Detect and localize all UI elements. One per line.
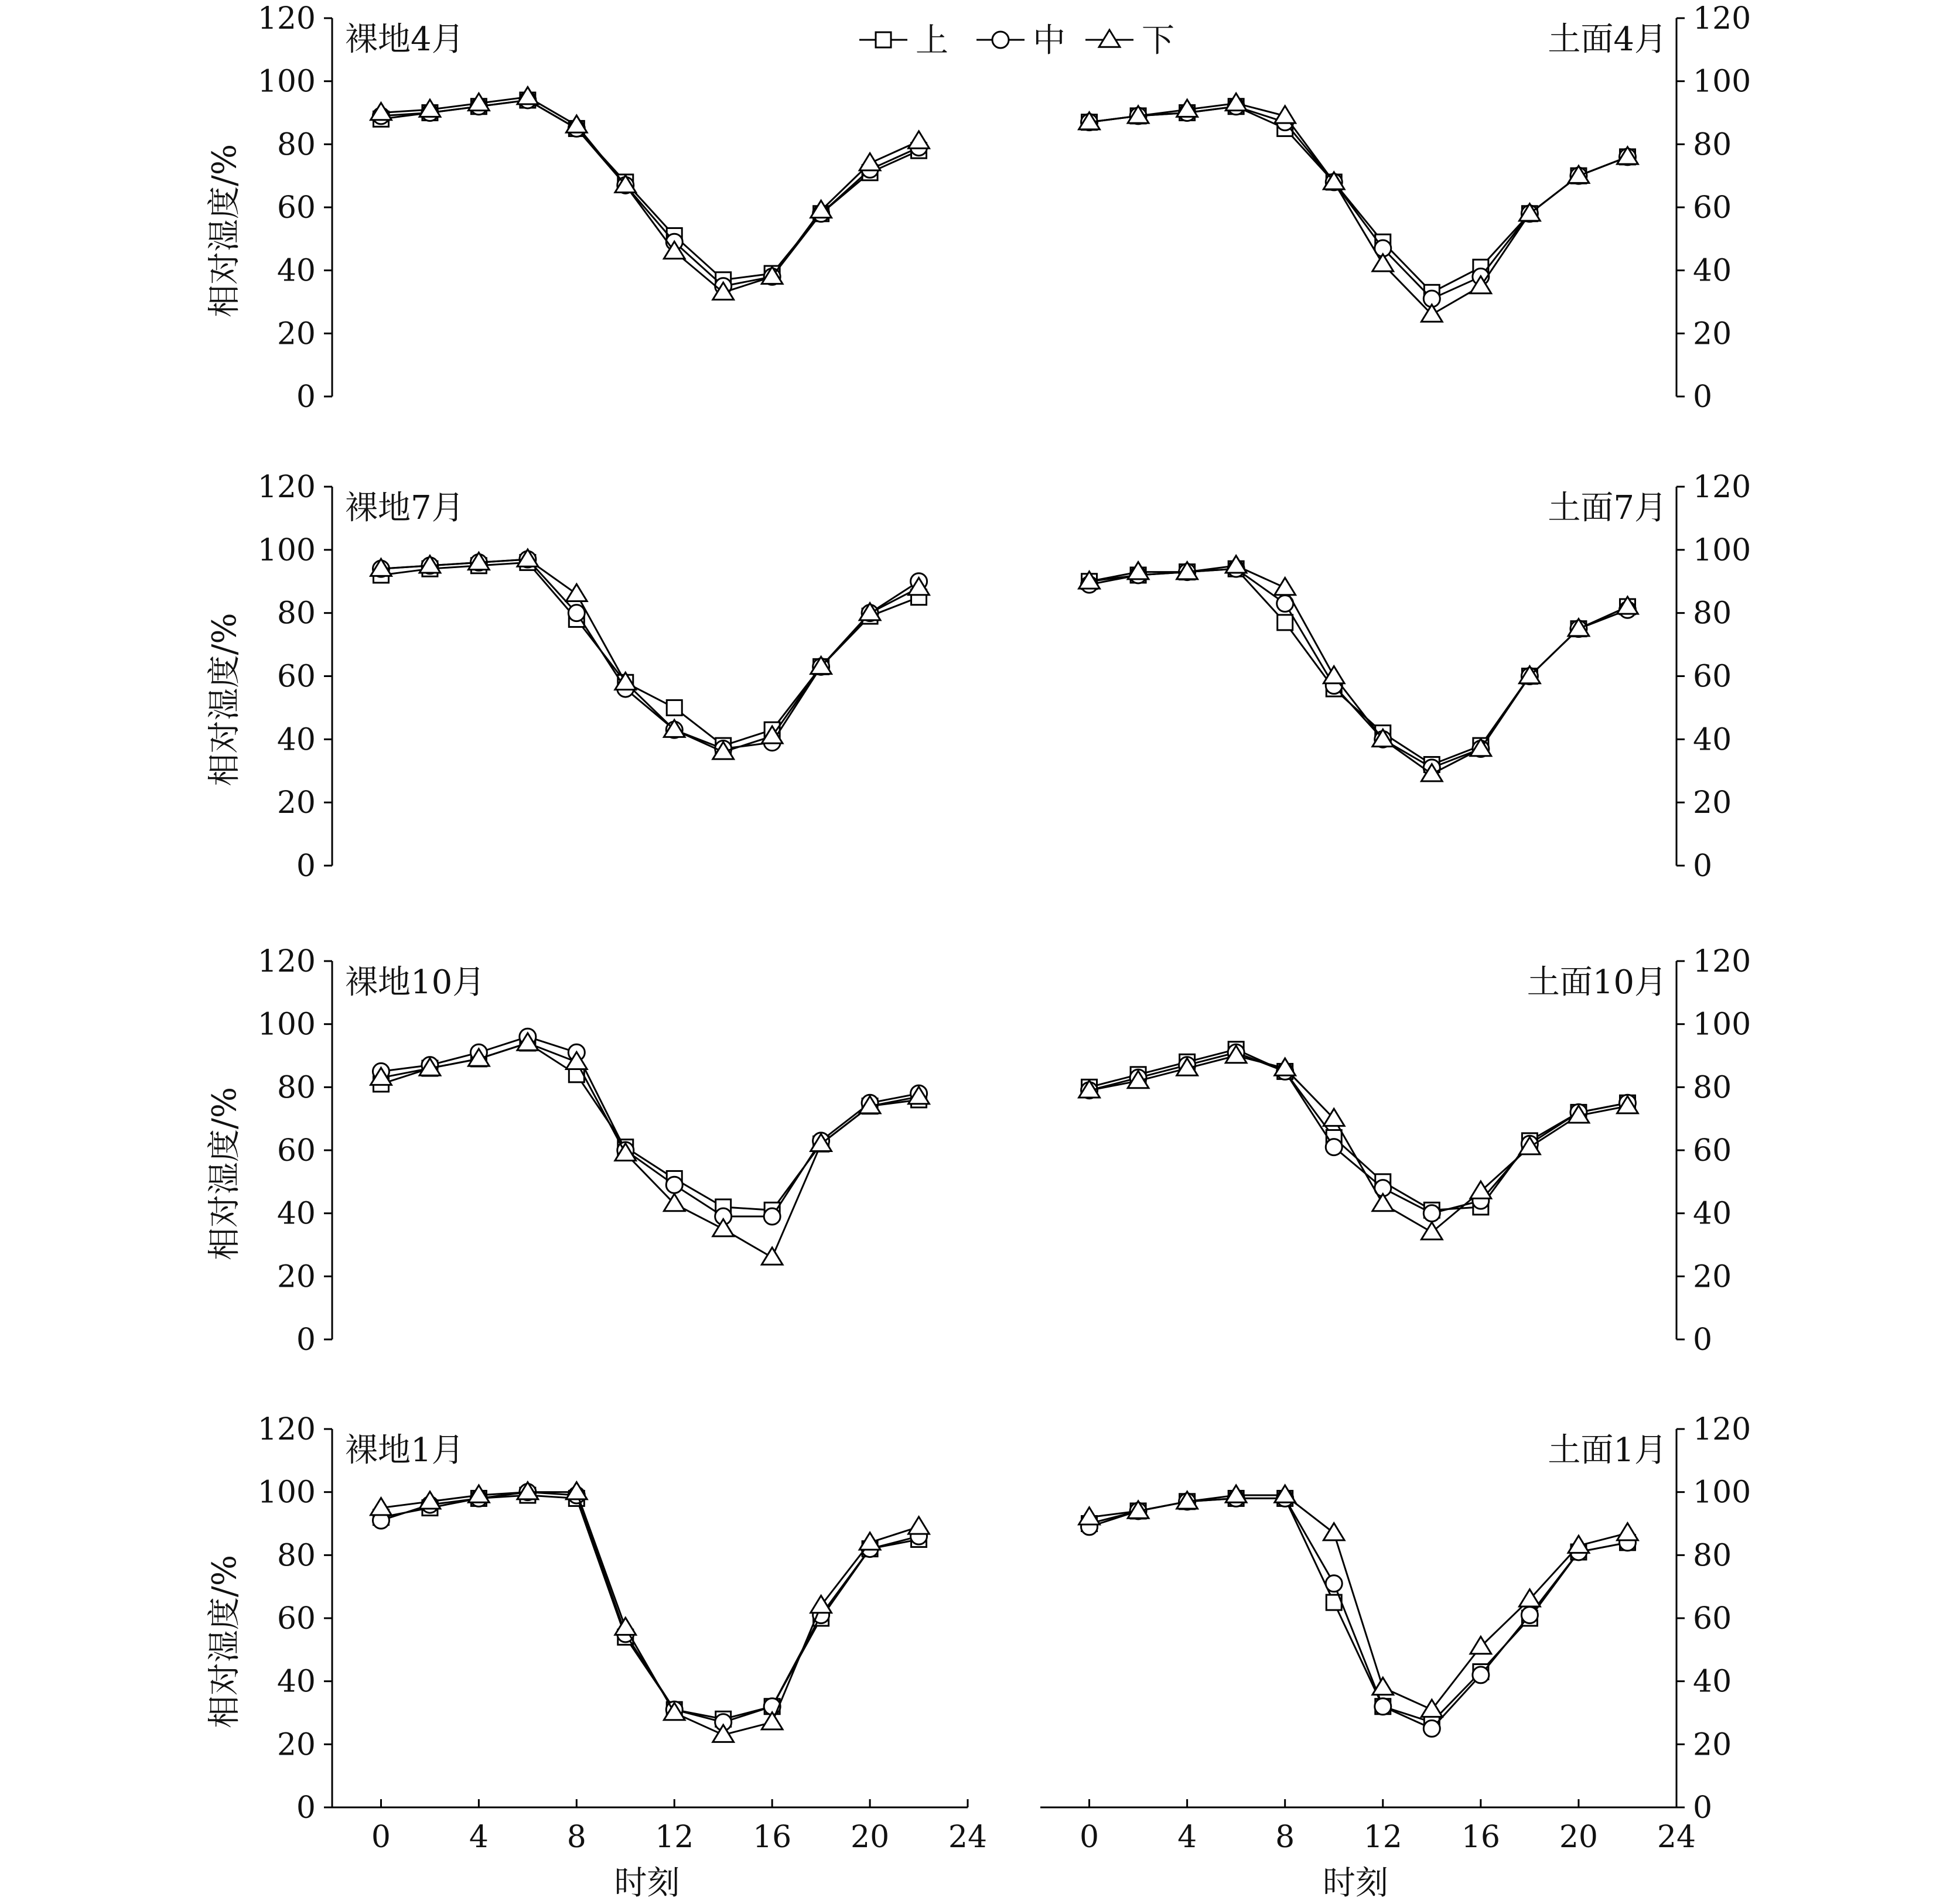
y-tick-label: 20: [276, 785, 316, 821]
y-tick-label: 40: [276, 1196, 316, 1232]
x-tick-label: 12: [1363, 1820, 1402, 1855]
y-tick-label: 120: [257, 1412, 316, 1447]
y-tick-label: 40: [1693, 722, 1732, 758]
y-tick-label: 80: [276, 127, 316, 163]
series-line: [381, 1037, 918, 1216]
marker-triangle: [615, 1618, 636, 1635]
legend-item-3: [1085, 22, 1174, 60]
y-tick-label: 100: [1693, 1475, 1751, 1510]
panel-title: 土面4月: [1548, 20, 1667, 59]
series-3: [1079, 1485, 1638, 1717]
y-tick-label: 120: [1693, 944, 1751, 979]
x-tick-label: 24: [948, 1820, 988, 1855]
y-tick-label: 40: [276, 253, 316, 289]
marker-triangle: [762, 1247, 783, 1264]
marker-triangle: [1323, 1523, 1344, 1540]
series-line: [1090, 1498, 1628, 1728]
marker-circle: [1375, 1698, 1391, 1715]
y-tick-label: 0: [1693, 380, 1713, 415]
series-1: [373, 1488, 926, 1727]
y-tick-label: 80: [276, 1070, 316, 1106]
marker-triangle: [1099, 30, 1120, 47]
x-tick-label: 16: [1461, 1820, 1500, 1855]
marker-triangle: [1421, 1700, 1442, 1717]
marker-circle: [1423, 1205, 1440, 1222]
marker-circle: [666, 1177, 682, 1193]
series-3: [371, 1033, 930, 1264]
y-tick-label: 40: [276, 722, 316, 758]
y-tick-label: 60: [276, 1601, 316, 1636]
y-tick-label: 100: [1693, 64, 1751, 100]
y-tick-label: 100: [257, 1475, 316, 1510]
series-1: [1082, 561, 1635, 772]
y-tick-label: 60: [1693, 1133, 1732, 1168]
y-tick-label: 60: [1693, 659, 1732, 695]
panels: [206, 1, 1751, 1902]
y-tick-label: 100: [1693, 532, 1751, 568]
y-tick-label: 0: [296, 1322, 316, 1358]
marker-circle: [1326, 1575, 1342, 1592]
marker-square: [876, 32, 891, 47]
marker-square: [1278, 615, 1293, 630]
y-tick-label: 80: [1693, 596, 1732, 631]
x-tick-label: 24: [1657, 1820, 1696, 1855]
marker-circle: [568, 605, 585, 621]
marker-triangle: [1372, 1194, 1394, 1211]
x-tick-label: 4: [1177, 1820, 1197, 1855]
series-2: [373, 92, 927, 295]
marker-circle: [1423, 1720, 1440, 1736]
x-axis-title: 时刻: [614, 1864, 680, 1902]
series-line: [1090, 569, 1628, 768]
legend-item-2: [976, 22, 1066, 60]
legend-label: 下: [1142, 22, 1174, 60]
y-tick-label: 0: [296, 380, 316, 415]
series-line: [1090, 1052, 1628, 1213]
y-tick-label: 120: [257, 470, 316, 505]
y-tick-label: 100: [257, 532, 316, 568]
series-line: [381, 1043, 918, 1257]
series-line: [1090, 1495, 1628, 1710]
series-line: [381, 1492, 918, 1722]
y-tick-label: 20: [1693, 1727, 1732, 1763]
panel-title: 裸地1月: [345, 1431, 465, 1469]
series-line: [1090, 569, 1628, 764]
y-tick-label: 0: [296, 849, 316, 884]
series-line: [1090, 566, 1628, 774]
y-axis-title: 相对湿度/%: [206, 613, 244, 787]
marker-triangle: [566, 584, 587, 601]
y-tick-label: 120: [1693, 1412, 1751, 1447]
series-line: [381, 97, 918, 293]
series-1: [373, 555, 926, 753]
marker-triangle: [1275, 578, 1296, 595]
series-2: [373, 551, 927, 757]
panel-7: [206, 1412, 987, 1902]
series-line: [381, 562, 918, 746]
y-tick-label: 120: [1693, 1, 1751, 36]
series-3: [371, 549, 930, 759]
y-tick-label: 80: [276, 596, 316, 631]
x-tick-label: 16: [753, 1820, 792, 1855]
panel-title: 土面10月: [1527, 963, 1667, 1001]
legend-label: 上: [916, 22, 948, 60]
y-tick-label: 120: [257, 1, 316, 36]
y-tick-label: 80: [1693, 1070, 1732, 1106]
marker-circle: [992, 32, 1009, 48]
y-tick-label: 80: [276, 1538, 316, 1574]
panel-title: 裸地4月: [345, 20, 465, 59]
x-tick-label: 0: [371, 1820, 391, 1855]
y-axis-title: 相对湿度/%: [206, 1086, 244, 1261]
series-line: [381, 559, 918, 752]
panel-6: [1079, 944, 1751, 1358]
panel-2: [1079, 1, 1751, 415]
series-3: [371, 1482, 930, 1742]
y-tick-label: 60: [276, 659, 316, 695]
y-tick-label: 120: [257, 944, 316, 979]
marker-triangle: [909, 1517, 930, 1534]
y-tick-label: 0: [296, 1790, 316, 1826]
y-axis-title: 相对湿度/%: [206, 1554, 244, 1729]
series-2: [1081, 560, 1636, 776]
y-tick-label: 40: [276, 1664, 316, 1700]
y-tick-label: 0: [1693, 849, 1713, 884]
y-tick-label: 20: [1693, 785, 1732, 821]
y-axis-title: 相对湿度/%: [206, 143, 244, 318]
series-3: [1079, 93, 1638, 322]
panel-5: [206, 944, 929, 1358]
marker-circle: [1521, 1607, 1538, 1623]
y-tick-label: 40: [1693, 1196, 1732, 1232]
y-tick-label: 80: [1693, 1538, 1732, 1574]
legend: [859, 22, 1174, 60]
marker-triangle: [1617, 1523, 1638, 1540]
y-tick-label: 60: [276, 190, 316, 225]
panel-4: [1079, 470, 1751, 884]
x-tick-label: 20: [850, 1820, 890, 1855]
marker-circle: [1473, 1667, 1489, 1683]
series-line: [381, 559, 918, 748]
y-tick-label: 100: [257, 64, 316, 100]
y-tick-label: 20: [1693, 1259, 1732, 1295]
series-2: [373, 1484, 927, 1731]
panel-1: [206, 1, 929, 415]
y-tick-label: 60: [1693, 190, 1732, 225]
x-tick-label: 4: [469, 1820, 489, 1855]
panel-title: 土面1月: [1548, 1431, 1667, 1469]
y-tick-label: 0: [1693, 1322, 1713, 1358]
marker-circle: [1326, 1139, 1342, 1156]
marker-circle: [764, 1208, 780, 1225]
y-tick-label: 60: [1693, 1601, 1732, 1636]
legend-item-1: [859, 22, 948, 60]
series-2: [1081, 98, 1636, 307]
series-3: [1079, 556, 1638, 781]
y-tick-label: 100: [257, 1007, 316, 1042]
x-tick-label: 12: [655, 1820, 694, 1855]
x-tick-label: 8: [566, 1820, 586, 1855]
panel-title: 裸地7月: [345, 489, 465, 527]
series-line: [1090, 107, 1628, 299]
panel-title: 裸地10月: [345, 963, 486, 1001]
y-tick-label: 20: [276, 1259, 316, 1295]
y-tick-label: 20: [276, 1727, 316, 1763]
y-tick-label: 0: [1693, 1790, 1713, 1826]
y-tick-label: 100: [1693, 1007, 1751, 1042]
series-3: [1079, 1046, 1638, 1240]
y-tick-label: 60: [276, 1133, 316, 1168]
x-tick-label: 20: [1559, 1820, 1599, 1855]
x-tick-label: 0: [1079, 1820, 1099, 1855]
series-2: [1081, 1490, 1636, 1736]
marker-triangle: [859, 153, 880, 170]
y-tick-label: 120: [1693, 470, 1751, 505]
series-line: [1090, 1056, 1628, 1232]
y-tick-label: 40: [1693, 1664, 1732, 1700]
series-line: [381, 1495, 918, 1719]
panel-8: [1040, 1412, 1751, 1902]
x-axis-title: 时刻: [1323, 1864, 1388, 1902]
marker-triangle: [1421, 1222, 1442, 1239]
y-tick-label: 80: [1693, 127, 1732, 163]
y-tick-label: 20: [1693, 316, 1732, 352]
x-tick-label: 8: [1275, 1820, 1295, 1855]
marker-triangle: [909, 131, 930, 148]
y-tick-label: 20: [276, 316, 316, 352]
y-tick-label: 40: [1693, 253, 1732, 289]
panel-3: [206, 470, 929, 884]
panel-title: 土面7月: [1548, 489, 1667, 527]
series-line: [381, 100, 918, 280]
series-line: [1090, 103, 1628, 315]
marker-square: [667, 700, 682, 715]
legend-label: 中: [1033, 22, 1066, 60]
series-line: [381, 1492, 918, 1735]
series-1: [1082, 99, 1635, 300]
